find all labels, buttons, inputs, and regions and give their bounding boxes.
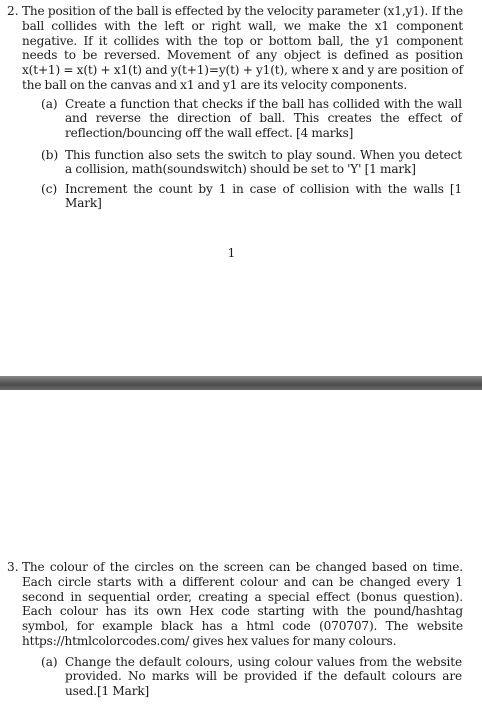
sub-question-text: This function also sets the switch to play sound. When you detect a collision, math(soundswitch) should be set to 'Y' [1 mark] [65, 148, 462, 177]
question-number: 2. [7, 4, 19, 18]
question-number: 3. [7, 560, 19, 574]
sub-question-label: (c) [41, 182, 58, 196]
page-number: 1 [227, 246, 236, 260]
page-break-divider [0, 376, 482, 390]
sub-question-label: (a) [41, 97, 58, 111]
question-text: The colour of the circles on the screen can be changed based on time. Each circle starts with a different colour and can be changed every 1 second in sequential order, creating a special effect (bonus question). Each colour has its own Hex code starting with the pound/hashtag symbol, for example black has a html code (070707). The website https://htmlcolorcodes.com/ gives hex values for many colours. [22, 560, 463, 648]
sub-question-text: Change the default colours, using colour values from the website provided. No marks will be provided if the default colours are used.[1 Mark] [65, 655, 462, 698]
sub-question-label: (a) [41, 655, 58, 669]
sub-question-text: Increment the count by 1 in case of collision with the walls [1 Mark] [65, 182, 462, 211]
sub-question-label: (b) [41, 148, 59, 162]
question-text: The position of the ball is effected by the velocity parameter (x1,y1). If the ball collides with the left or right wall, we make the x1 component negative. If it collides with the top or bottom ball, the y1 component needs to be reversed. Movement of any object is defined as position x(t+1) = x(t) + x1(t) and y(t+1)=y(t) + y1(t), where x and y are position of the ball on the canvas and x1 and y1 are its velocity components. [22, 4, 463, 92]
sub-question-text: Create a function that checks if the ball has collided with the wall and reverse the direction of ball. This creates the effect of reflection/bouncing off the wall effect. [4 marks] [65, 97, 462, 140]
